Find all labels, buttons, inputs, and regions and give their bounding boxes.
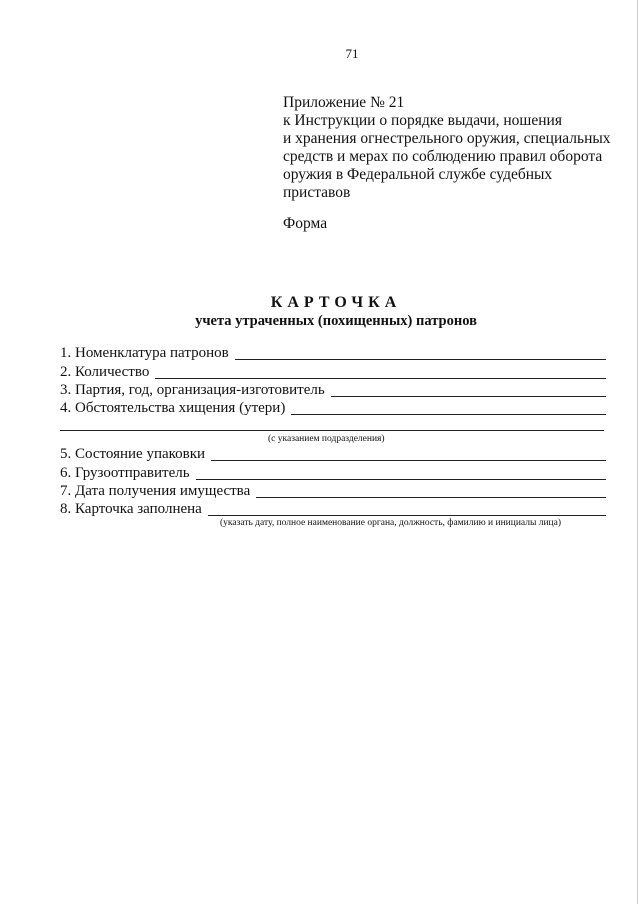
field-circumstances: [60, 400, 606, 417]
card-subtitle: учета утраченных (похищенных) патронов: [195, 313, 477, 329]
field-label: 1. Номенклатура патронов: [60, 345, 229, 361]
field-label: 6. Грузоотправитель: [60, 465, 190, 481]
field-label: 3. Партия, год, организация-изготовитель: [60, 382, 325, 398]
nomenclature-blank[interactable]: [235, 347, 606, 360]
card-title: КАРТОЧКА: [270, 294, 402, 311]
appendix-line: к Инструкции о порядке выдачи, ношения: [283, 112, 562, 129]
page-number: 71: [345, 46, 359, 61]
appendix-line: средств и мерах по соблюдению правил оборота: [283, 148, 603, 165]
field-label: 4. Обстоятельства хищения (утери): [60, 400, 286, 416]
appendix-line: оружия в Федеральной службе судебных: [283, 166, 553, 183]
field-packaging: [60, 446, 606, 463]
appendix-line: Приложение № 21: [283, 94, 405, 111]
field-nomenclature: [60, 345, 606, 362]
field-label: 8. Карточка заполнена: [60, 501, 202, 517]
field-quantity: [60, 364, 606, 381]
filled-by-blank[interactable]: [208, 503, 606, 516]
quantity-blank[interactable]: [155, 366, 606, 379]
filled-by-hint: (указать дату, полное наименование органа, должность, фамилию и инициалы лица): [220, 518, 562, 528]
batch-blank[interactable]: [331, 384, 606, 397]
subdivision-hint: (с указанием подразделения): [268, 434, 385, 444]
field-batch: [60, 382, 606, 399]
field-label: 2. Количество: [60, 364, 150, 380]
circumstances-continuation-line[interactable]: [60, 430, 604, 431]
shipper-blank[interactable]: [196, 467, 606, 480]
receipt-date-blank[interactable]: [256, 485, 606, 498]
field-label: 7. Дата получения имущества: [60, 483, 251, 499]
packaging-blank[interactable]: [211, 448, 606, 461]
page-edge: [637, 0, 638, 904]
form-label: Форма: [283, 215, 328, 232]
appendix-line: приставов: [283, 184, 351, 201]
field-label: 5. Состояние упаковки: [60, 446, 206, 462]
field-shipper: [60, 465, 606, 482]
circumstances-blank[interactable]: [291, 402, 606, 415]
field-receipt-date: [60, 483, 606, 500]
appendix-line: и хранения огнестрельного оружия, специальных: [283, 130, 611, 147]
appendix-block: [283, 94, 613, 202]
field-filled-by: [60, 501, 606, 518]
